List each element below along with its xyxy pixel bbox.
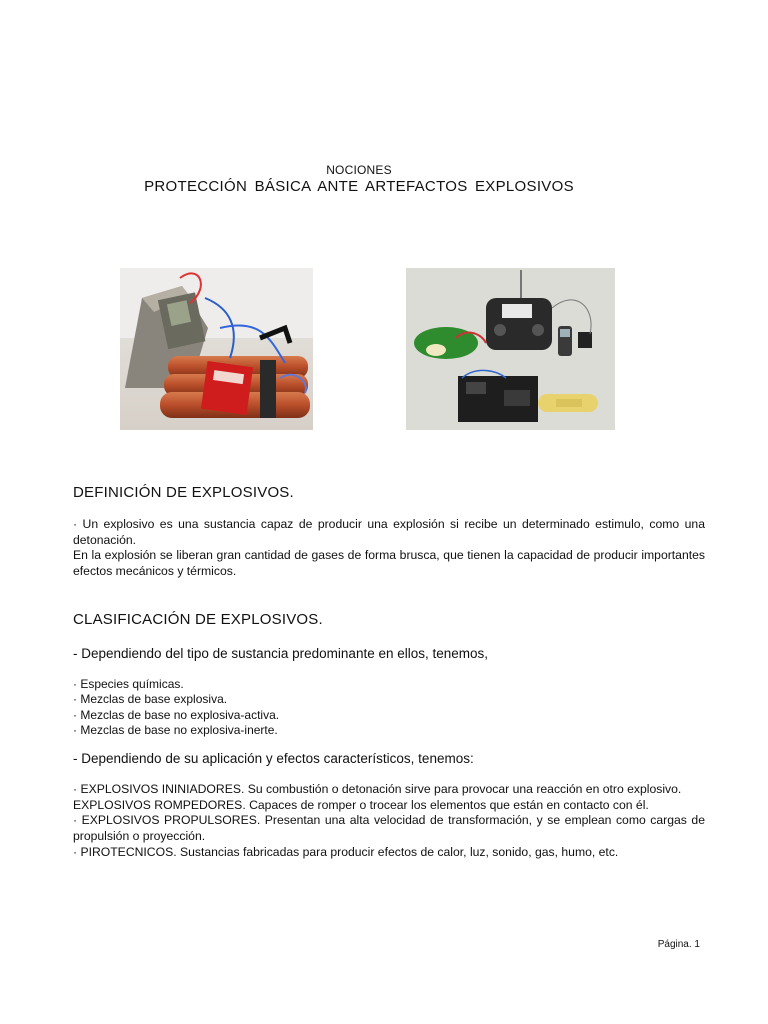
list-item: · Mezclas de base no explosiva-inerte. xyxy=(73,723,278,738)
list-item: · PIROTECNICOS. Sustancias fabricadas para producir efectos de calor, luz, sonido, gas, humo, etc. xyxy=(73,844,619,859)
classification-heading: CLASIFICACIÓN DE EXPLOSIVOS. xyxy=(73,611,323,628)
list-item: EXPLOSIVOS ROMPEDORES. Capaces de romper o trocear los elementos que están en contacto con él. xyxy=(73,797,649,812)
definition-paragraph-1: · Un explosivo es una sustancia capaz de producir una explosión si recibe un determinado estimulo, como una detonación. xyxy=(73,517,705,547)
document-kicker: NOCIONES xyxy=(326,163,392,177)
classification-intro-substance: - Dependiendo del tipo de sustancia predominante en ellos, tenemos, xyxy=(73,646,489,661)
page-number: Página. 1 xyxy=(657,939,700,950)
remote-detonator-components-photo xyxy=(406,268,615,430)
document-title: PROTECCIÓN BÁSICA ANTE ARTEFACTOS EXPLOSIVOS xyxy=(144,178,574,195)
dynamite-bomb-photo xyxy=(120,268,313,430)
list-item: · Especies químicas. xyxy=(73,677,184,691)
list-item: · EXPLOSIVOS ININIADORES. Su combustión o detonación sirve para provocar una reacción en otro explosivo. xyxy=(73,782,682,796)
definition-paragraph-2: En la explosión se liberan gran cantidad de gases de forma brusca, que tienen la capacidad de producir importantes efectos mecánicos y térmicos. xyxy=(73,548,705,578)
application-type-list xyxy=(73,782,705,861)
list-item: · Mezclas de base explosiva. xyxy=(73,692,228,707)
classification-intro-application: - Dependiendo de su aplicación y efectos característicos, tenemos: xyxy=(73,751,474,766)
substance-type-list xyxy=(73,677,279,739)
list-item: · Mezclas de base no explosiva-activa. xyxy=(73,707,280,722)
definition-heading: DEFINICIÓN DE EXPLOSIVOS. xyxy=(73,484,294,501)
list-item: · EXPLOSIVOS PROPULSORES. Presentan una alta velocidad de transformación, y se emplean como cargas de propulsión o proyección. xyxy=(73,813,705,844)
